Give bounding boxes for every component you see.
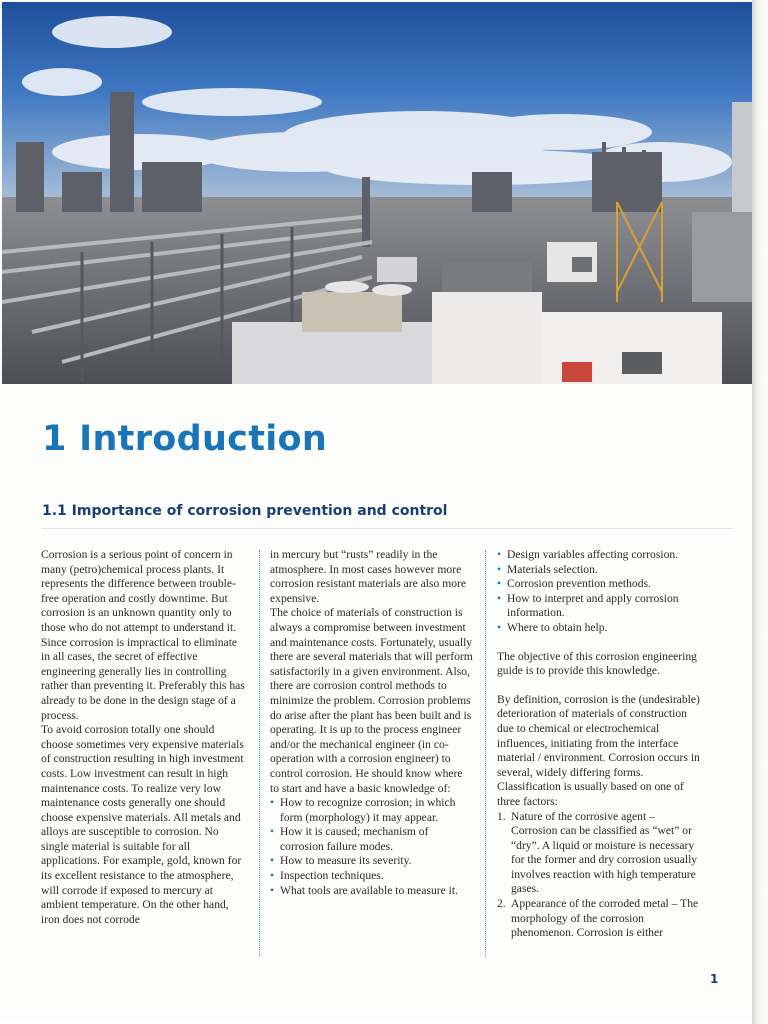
column-divider (485, 550, 486, 956)
list-text: Appearance of the corroded metal – The morphology of the corrosion phenomenon. Corrosion is either (511, 897, 699, 940)
classification-list (497, 810, 702, 941)
text-column-3 (497, 548, 702, 941)
list-item: • How to measure its severity. (270, 854, 474, 869)
industrial-plant-photo (2, 2, 752, 384)
list-item (497, 810, 702, 898)
list-text: Nature of the corrosive agent – Corrosion can be classified as “wet” or “dry”. A liquid or moisture is necessary for the former and dry corrosion usually involves reaction with high temperature gases. (511, 809, 698, 896)
knowledge-list (270, 796, 474, 898)
chapter-title: 1 Introduction (42, 419, 328, 459)
list-number: 1. (497, 809, 506, 823)
list-item: • Corrosion prevention methods. (497, 577, 702, 592)
list-item: • How to interpret and apply corrosion information. (497, 592, 702, 621)
list-item (497, 897, 702, 941)
knowledge-list-continued (497, 548, 702, 636)
column-divider (259, 550, 260, 956)
section-title: 1.1 Importance of corrosion prevention and control (42, 503, 448, 519)
list-item: • How to recognize corrosion; in which form (morphology) it may appear. (270, 796, 474, 825)
list-item: • Inspection techniques. (270, 869, 474, 884)
paragraph: in mercury but “rusts” readily in the atmosphere. In most cases however more corrosion resistant materials are also more expensive. (270, 548, 467, 605)
list-item: • Where to obtain help. (497, 621, 702, 636)
section-rule (42, 528, 732, 529)
list-item: • Materials selection. (497, 563, 702, 578)
paragraph: The objective of this corrosion engineering guide is to provide this knowledge. (497, 649, 697, 678)
paragraph: By definition, corrosion is the (undesirable) deterioration of materials of construction due to chemical or electrochemical influences, initiating from the interface material / environment. Corrosion occurs in several, widely differing forms. Classification is usually based on one of three factors: (497, 692, 700, 808)
paragraph: Corrosion is a serious point of concern in many (petro)chemical process plants. It represents the difference between trouble-free operation and costly downtime. But corrosion is an unknown quantity only to those who do not attempt to understand it. Since corrosion is impractical to eliminate in all cases, the secret of effective engineering generally lies in controlling rather than preventing it. Preferably this has already to be done in the design stage of a process. (41, 548, 245, 722)
page-number: 1 (710, 972, 719, 986)
list-item: • What tools are available to measure it. (270, 884, 474, 899)
paragraph: To avoid corrosion totally one should choose sometimes very expensive materials of construction resulting in high investment costs. Low investment can result in high maintenance costs. To realize very low maintenance costs generally one should choose expensive materials. All metals and alloys are susceptible to corrosion. No single material is suitable for all applications. For example, gold, known for its excellent resistance to the atmosphere, will corrode if exposed to mercury at ambient temperature. On the other hand, iron does not corrode (41, 723, 244, 926)
list-item: • How it is caused; mechanism of corrosion failure modes. (270, 825, 474, 854)
list-number: 2. (497, 897, 506, 911)
text-column-1 (41, 548, 248, 927)
paragraph: The choice of materials of construction is always a compromise between investment and maintenance costs. Fortunately, usually there are several materials that will perform satisfactorily in a given environment. Also, there are corrosion control methods to minimize the problem. Corrosion problems do arise after the plant has been built and is operating. It is up to the process engineer and/or the mechanical engineer (in co-operation with a corrosion engineer) to control corrosion. He should know where to start and have a basic knowledge of: (270, 606, 473, 795)
text-column-2 (270, 548, 474, 898)
page-edge (752, 0, 768, 1024)
list-item: • Design variables affecting corrosion. (497, 548, 702, 563)
